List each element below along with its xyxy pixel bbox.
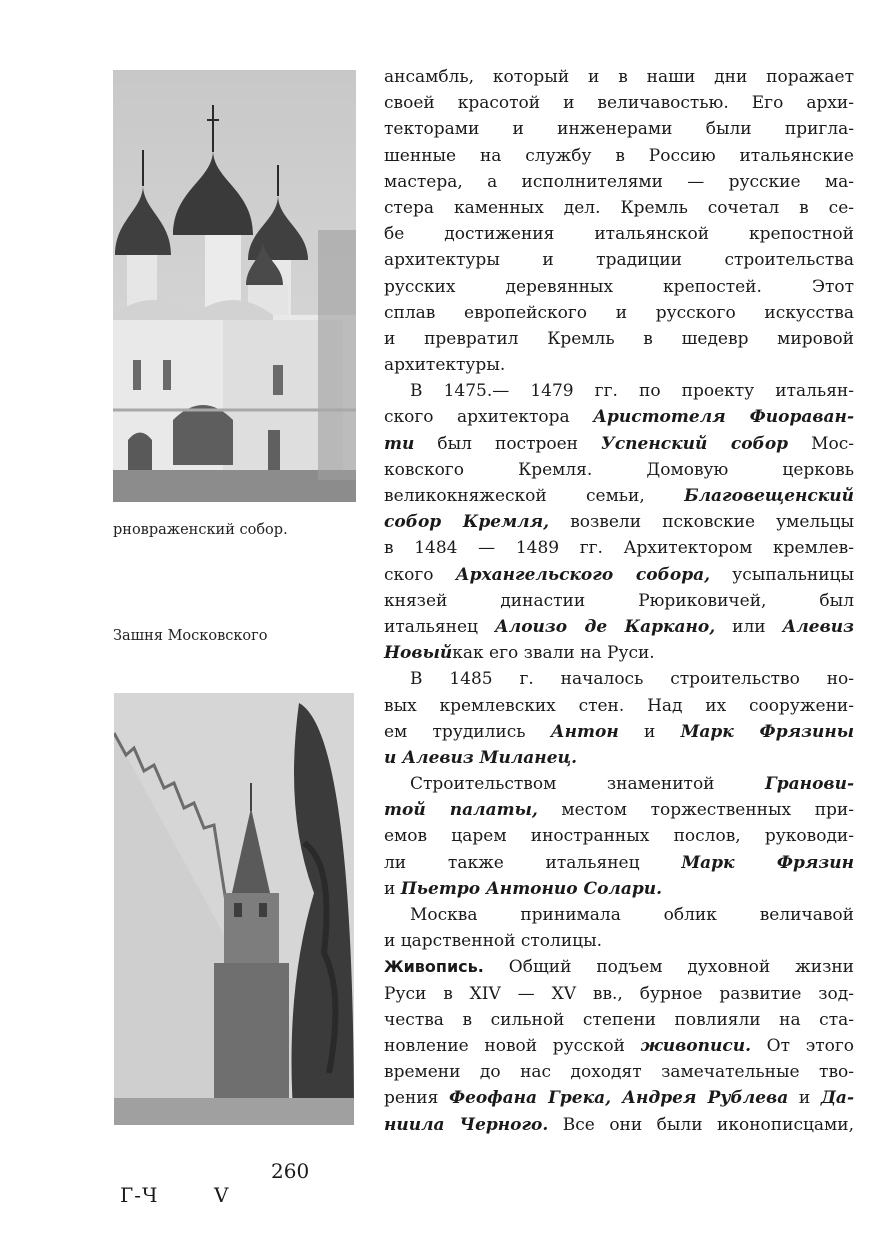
text-line: и царственной столицы. [384,931,603,952]
text-line: ского Архангельского собора, усыпальницы [384,564,854,585]
text-line: Живопись. Общий подъем духовной жизни [384,957,854,978]
text-line: сплав европейского и русского искусства [384,302,854,323]
text-line: емов царем иностранных послов, руководи- [384,826,854,847]
term-archangel-cathedral: Архангельского собора, [455,564,711,585]
term-annunciation-cathedral: Благовещенский [684,486,854,506]
text-line: архитектуры и традиции строительства [384,250,854,271]
text-line: ансамбль, который и в наши дни поражает [384,67,854,87]
text-line: и Пьетро Антонио Солари. [384,878,663,899]
text-line: в 1484 — 1489 гг. Архитектором кремлев- [384,538,854,559]
page-number: 260 [271,1159,310,1183]
text-line: бе достижения итальянской крепостной [384,224,854,245]
text-line: той палаты, местом торжественных при- [384,800,854,821]
footer-mark-left: Г-Ч [120,1183,159,1207]
name-aristotle-fioravanti: Аристотеля Фиораван- [593,407,854,428]
text-line: ковского Кремля. Домовую церковь [384,459,854,480]
text-line: Новыйкак его звали на Руси. [384,643,655,664]
text-line: В 1485 г. началось строительство но- [410,669,854,690]
text-line: ем трудились Антон и Марк Фрязины [384,721,855,742]
text-line: Москва принимала облик величавой [410,905,854,925]
name-aloizo-de-carcano: Алоизо де Каркано, [494,616,716,637]
text-line: собор Кремля, возвели псковские умельцы [384,512,854,533]
text-line: своей красотой и величавостью. Его архи- [384,93,854,114]
section-heading: Живопись. [384,957,484,977]
kremlin-tower-photo [114,693,354,1125]
text-line: вых кремлевских стен. Над их сооружени- [384,695,854,716]
text-line: ли также итальянец Марк Фрязин [384,852,854,873]
text-line: ти был построен Успенский собор Мос- [384,433,855,454]
text-line: русских деревянных крепостей. Этот [384,276,854,297]
cathedral-photo [113,70,356,502]
text-line: и Алевиз Миланец. [384,747,578,768]
text-line: великокняжеской семьи, Благовещенский [384,486,854,506]
photo-caption: рновраженский собор. [113,522,288,538]
text-line: и превратил Кремль в шедевр мировой [384,328,854,349]
text-line: шенные на службу в Россию итальянские [384,145,854,166]
text-line: ского архитектора Аристотеля Фиораван- [384,407,854,428]
text-line: архитектуры. [384,355,506,376]
text-line: чества в сильной степени повлияли на ста- [384,1009,854,1030]
text-line: итальянец Алоизо де Каркано, или Алевиз [384,616,854,637]
photo-caption: Зашня Московского [113,628,268,644]
text-line: рения Феофана Грека, Андрея Рублева и Да- [384,1088,854,1109]
main-text-column [384,64,854,1138]
text-line: новление новой русской живописи. От этого [384,1035,855,1056]
text-line: В 1475.— 1479 гг. по проекту итальян- [410,381,854,402]
text-line: стера каменных дел. Кремль сочетал в се- [384,197,854,218]
term-faceted-chamber: Гранови- [765,774,854,795]
term-uspensky-cathedral: Успенский собор [601,433,789,454]
text-line: князей династии Рюриковичей, был [384,590,854,611]
text-line: ниила Черного. Все они были иконописцами, [384,1114,854,1135]
text-line: Руси в XIV — XV вв., бурное развитие зод- [384,983,854,1004]
footer-mark-right: V [214,1183,229,1207]
text-line: мастера, а исполнителями — русские ма- [384,171,854,192]
text-line: времени до нас доходят замечательные тво- [384,1062,854,1083]
text-line: текторами и инженерами были пригла- [384,119,854,140]
text-line: Строительством знаменитой Гранови- [410,774,854,795]
